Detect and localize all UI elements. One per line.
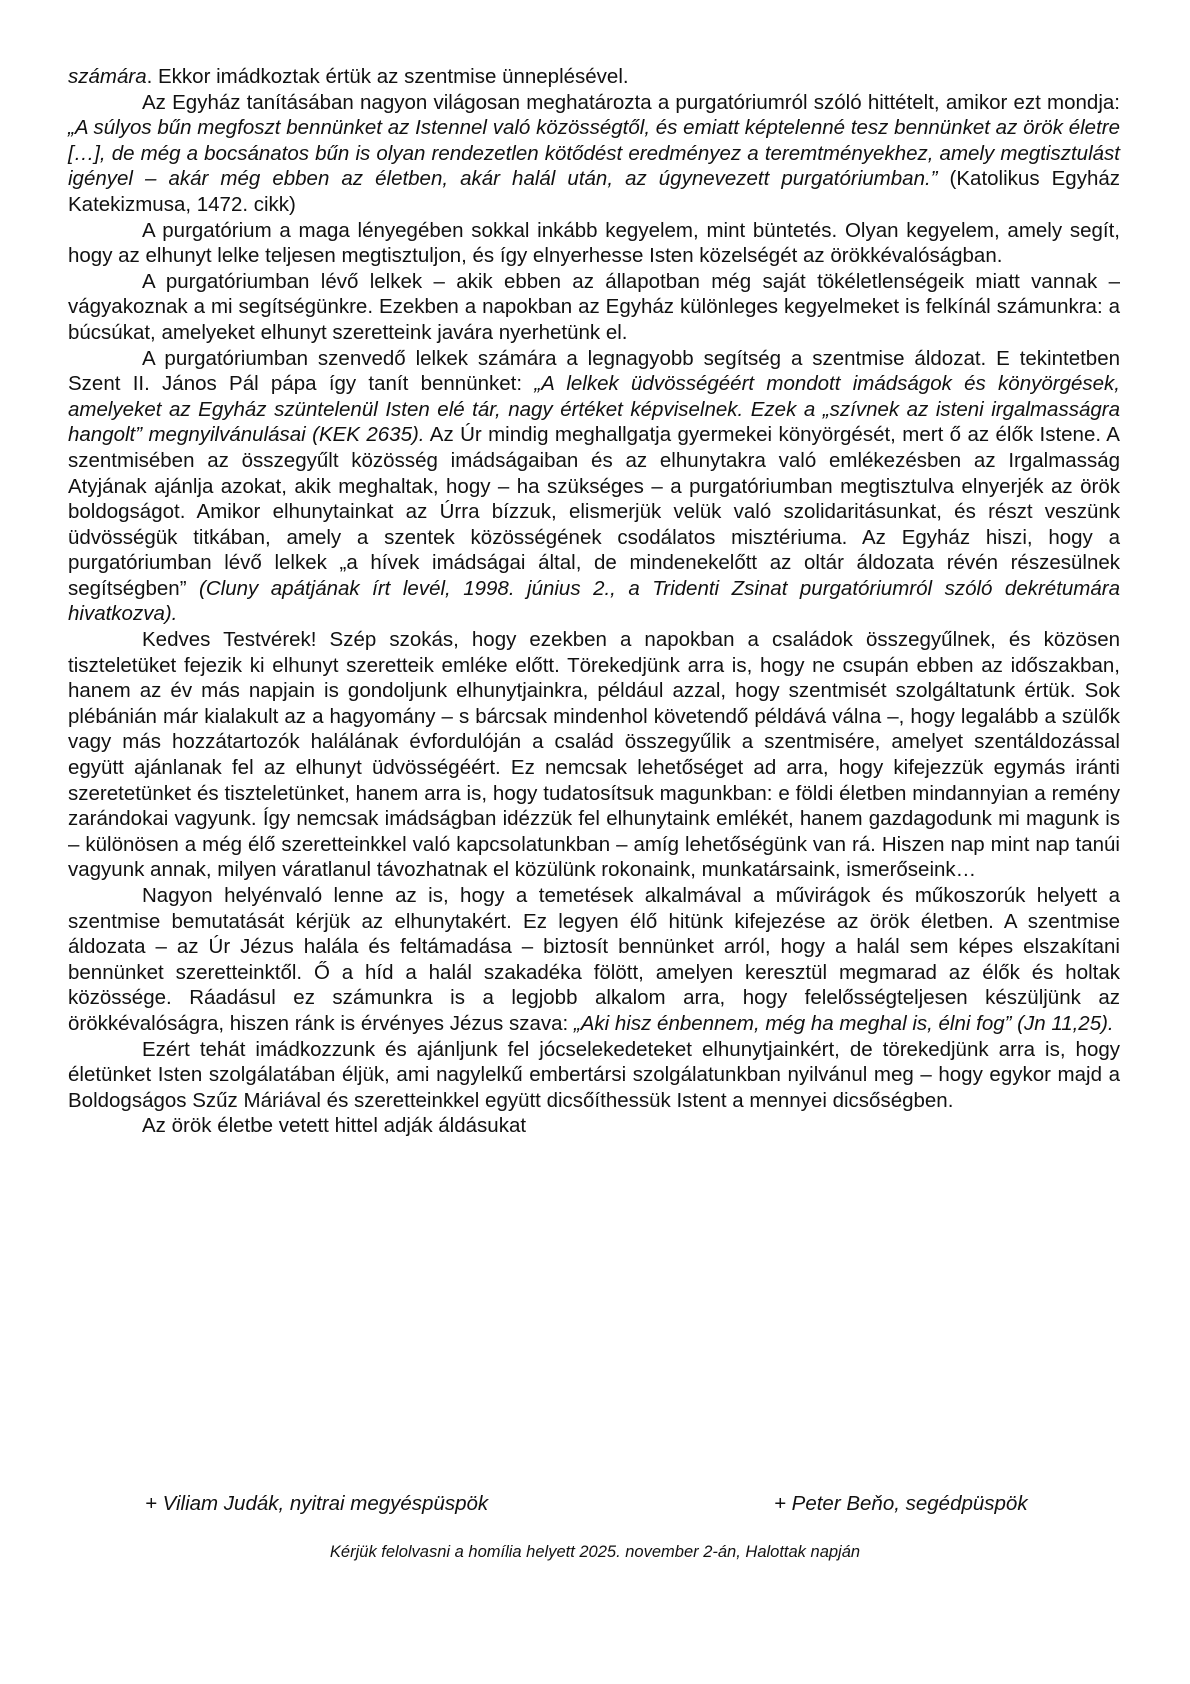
paragraph-5 <box>68 627 1120 883</box>
text-run: számára <box>68 65 147 88</box>
paragraph-7 <box>68 1037 1120 1114</box>
text-run: Kedves Testvérek! Szép szokás, hogy ezekben a napokban a családok összegyűlnek, és közösen tiszteletüket fejezik ki elhunyt szeretteik emléke előtt. Törekedjünk arra is, hogy ne csupán ebben az időszakban, hanem az év más napjain is gondoljunk elhunytjainkra, például azzal, hogy szentmisét szolgáltatunk értük. Sok plébánián már kialakult az a hagyomány – s bárcsak mindenhol követendő példává válna –, hogy legalább a szülők vagy más hozzátartozók halálának évfordulóján a család összegyűlik a szentmisére, amelyet szentáldozással együtt ajánlanak fel az elhunyt üdvösségéért. Ez nemcsak lehetőséget ad arra, hogy kifejezzük egymás iránti szeretetünket és tiszteletünket, hanem arra is, hogy tudatosítsuk magunkban: e földi életben mindannyian a remény zarándokai vagyunk. Így nemcsak imádságban idézzük fel elhunytaink emlékét, hanem gazdagodunk mi magunk is – különösen a még élő szeretteinkkel való kapcsolatunkban – amíg lehetőségünk van rá. Hiszen nap mint nap tanúi vagyunk annak, milyen váratlanul távozhatnak el közülünk rokonaink, munkatársaink, ismerőseink… <box>68 628 1120 882</box>
signature-right: + Peter Beňo, segédpüspök <box>774 1492 1028 1515</box>
text-run: . Ekkor imádkoztak értük az szentmise ünneplésével. <box>146 65 629 88</box>
paragraph-8 <box>68 1113 1120 1139</box>
paragraph-2 <box>68 218 1120 269</box>
text-run: (Katolikus Egyház Katekizmusa, 1472. cikk) <box>68 167 1120 216</box>
signature-left: + Viliam Judák, nyitrai megyéspüspök <box>145 1492 489 1515</box>
papal-quote: „A lelkek üdvösségéért mondott imádságok és könyörgések, amelyeket az Egyház szüntelenül Isten elé tár, nagy értéket képviselnek. Ezek a „szívnek az isteni irgalmasságra hangolt” megnyilvánulásai (KEK 2635). <box>68 372 1120 447</box>
catechism-quote: „A súlyos bűn megfoszt bennünket az Istennel való közösségtől, és emiatt képtelenné tesz bennünket az örök életre […], de még a bocsánatos bűn is olyan rendezetlen kötődést eredményez a teremtményekhez, amely megtisztulást igényel – akár még ebben az életben, akár halál után, az úgynevezett purgatóriumban.” <box>68 116 1120 191</box>
text-run: A purgatórium a maga lényegében sokkal inkább kegyelem, mint büntetés. Olyan kegyelem, amely segít, hogy az elhunyt lelke teljesen megtisztuljon, és így elnyerhesse Isten közelségét az örökkévalóságban. <box>68 218 1120 268</box>
text-run: Az Úr mindig meghallgatja gyermekei könyörgését, mert ő az élők Istene. A szentmisében az összegyűlt közösség imádságaiban és az elhunytakra való emlékezésben az Irgalmasság Atyjának ajánlja azokat, akik meghaltak, hogy – ha szükséges – a purgatóriumban megtisztulva elnyerjék az örök boldogságot. Amikor elhunytainkat az Úrra bízzuk, elismerjük velük való szolidaritásunkat, és részt veszünk üdvösségük titkában, amely a szentek közösségének csodálatos misztériuma. Az Egyház hiszi, hogy a purgatóriumban lévő lelkek „a hívek imádságai által, de mindenekelőtt az oltár áldozata révén részesülnek segítségben” <box>68 423 1120 600</box>
paragraph-6 <box>68 883 1120 1037</box>
text-run: Nagyon helyénvaló lenne az is, hogy a temetések alkalmával a művirágok és műkoszorúk helyett a szentmise bemutatását kérjük az elhunytakért. Ez legyen élő hitünk kifejezése az örök életben. A szentmise áldozata – az Úr Jézus halála és feltámadása – biztosít bennünket arról, hogy a halál sem képes elszakítani bennünket szeretteinktől. Ő a híd a halál szakadéka fölött, amelyen keresztül megmarad az élők és holtak közössége. Ráadásul ez számunkra is a legjobb alkalom arra, hogy felelősségteljesen készüljünk az örökkévalóságra, hiszen ránk is érvényes Jézus szava: <box>68 884 1120 1035</box>
document-body <box>68 64 1120 1139</box>
text-run: Az Egyház tanításában nagyon világosan meghatározta a purgatóriumról szóló hittételt, amikor ezt mondja: <box>142 90 1120 114</box>
text-run: Ezért tehát imádkozzunk és ajánljunk fel jócselekedeteket elhunytjainkért, de törekedjünk arra is, hogy életünket Isten szolgálatában éljük, ami nagylelkű embertársi szolgálatunkban nyilvánul meg – hogy egykor majd a Boldogságos Szűz Máriával és szeretteinkkel együtt dicsőíthessük Istent a mennyei dicsőségben. <box>68 1037 1120 1112</box>
text-run: Az örök életbe vetett hittel adják áldásukat <box>142 1114 527 1138</box>
text-run: A purgatóriumban szenvedő lelkek számára a legnagyobb segítség a szentmise áldozat. E tekintetben Szent II. János Pál pápa így tanít bennünket: <box>68 346 1120 396</box>
citation: (Cluny apátjának írt levél, 1998. június 2., a Tridenti Zsinat purgatóriumról szóló dekrétumára hivatkozva). <box>68 576 1120 626</box>
scripture-quote: „Aki hisz énbennem, még ha meghal is, élni fog” (Jn 11,25). <box>573 1011 1114 1035</box>
signatures <box>0 1492 1190 1522</box>
paragraph-4 <box>68 346 1120 628</box>
paragraph-1 <box>68 90 1120 218</box>
footer-note: Kérjük felolvasni a homília helyett 2025. november 2-án, Halottak napján <box>329 1543 861 1561</box>
text-run: A purgatóriumban lévő lelkek – akik ebben az állapotban még saját tökéletlenségeik miatt vannak – vágyakoznak a mi segítségünkre. Ezekben a napokban az Egyház különleges kegyelmeket is felkínál számunkra: a búcsúkat, amelyeket elhunyt szeretteink javára nyerhetünk el. <box>68 269 1120 344</box>
paragraph-0 <box>68 64 1120 90</box>
paragraph-3 <box>68 269 1120 346</box>
